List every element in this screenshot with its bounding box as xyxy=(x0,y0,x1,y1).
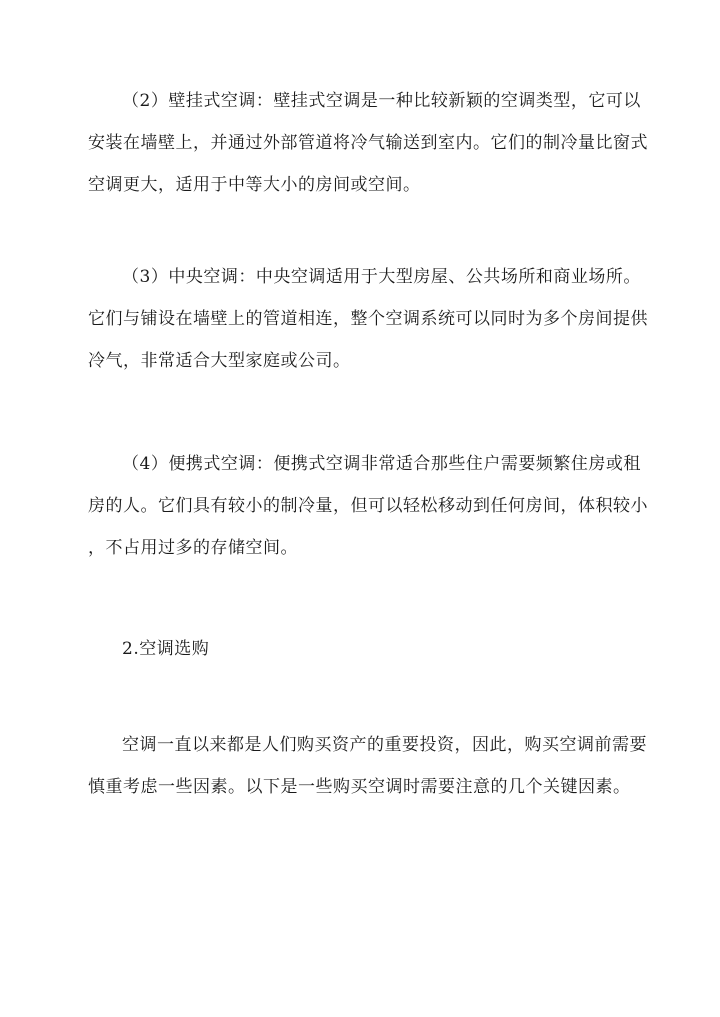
paragraph-wall-mounted-ac xyxy=(88,80,648,206)
paragraph-line: 空调一直以来都是人们购买资产的重要投资，因此，购买空调前需要 xyxy=(122,735,647,755)
paragraph-line: 房的人。它们具有较小的制冷量，但可以轻松移动到任何房间，体积较小 xyxy=(88,496,648,516)
paragraph-line: （4）便携式空调：便携式空调非常适合那些住户需要频繁住房或租 xyxy=(122,454,641,474)
paragraph-line: 冷气，非常适合大型家庭或公司。 xyxy=(88,351,351,371)
section-heading: 2.空调选购 xyxy=(122,639,210,659)
paragraph-line: 空调更大，适用于中等大小的房间或空间。 xyxy=(88,175,421,195)
paragraph-central-ac xyxy=(88,256,648,382)
paragraph-line: （2）壁挂式空调：壁挂式空调是一种比较新颖的空调类型，它可以 xyxy=(122,91,641,111)
paragraph-ac-purchase-intro xyxy=(88,724,647,808)
paragraph-line: （3）中央空调：中央空调适用于大型房屋、公共场所和商业场所。 xyxy=(122,267,641,287)
paragraph-portable-ac xyxy=(88,443,648,569)
paragraph-line: 它们与铺设在墙壁上的管道相连，整个空调系统可以同时为多个房间提供 xyxy=(88,309,648,329)
paragraph-line: ，不占用过多的存储空间。 xyxy=(88,538,298,558)
paragraph-line: 慎重考虑一些因素。以下是一些购买空调时需要注意的几个关键因素。 xyxy=(88,777,631,797)
paragraph-line: 安装在墙壁上，并通过外部管道将冷气输送到室内。它们的制冷量比窗式 xyxy=(88,133,648,153)
